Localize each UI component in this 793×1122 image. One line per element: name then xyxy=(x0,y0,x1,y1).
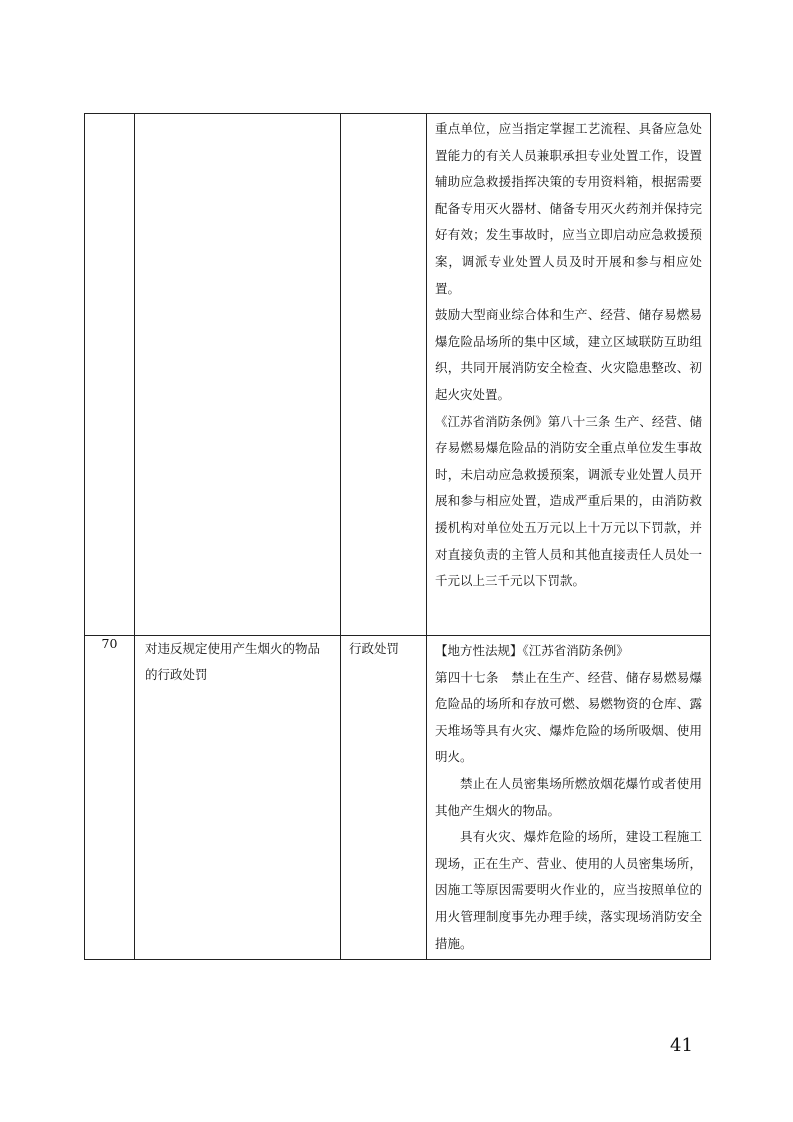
legal-paragraph: 具有火灾、爆炸危险的场所，建设工程施工现场，正在生产、营业、使用的人员密集场所，因施工等原因需要明火作业的，应当按照单位的用火管理制度事先办理手续，落实现场消防安全措施。 xyxy=(435,829,702,951)
legal-basis-cell xyxy=(427,636,711,960)
legal-paragraph: 重点单位，应当指定掌握工艺流程、具备应急处置能力的有关人员兼职承担专业处置工作，设置辅助应急救援指挥决策的专用资料箱，根据需要配备专用灭火器材、储备专用灭火药剂并保持完好有效；发生事故时，应当立即启动应急救援预案，调派专业处置人员及时开展和参与相应处置。 xyxy=(435,121,702,296)
legal-paragraph: 鼓励大型商业综合体和生产、经营、储存易燃易爆危险品场所的集中区域，建立区域联防互助组织，共同开展消防安全检查、火灾隐患整改、初起火灾处置。 xyxy=(435,307,702,402)
table-row-70 xyxy=(85,636,711,960)
item-name-cell xyxy=(135,636,341,960)
page-number: 41 xyxy=(670,1035,693,1056)
basis-title: 【地方性法规】《江苏省消防条例》 xyxy=(435,643,629,658)
category-label: 行政处罚 xyxy=(349,641,400,656)
category-cell xyxy=(341,114,427,636)
table-row-continuation xyxy=(85,114,711,636)
serial-number-cell: 70 xyxy=(85,636,135,960)
category-cell xyxy=(341,636,427,960)
item-name-cell xyxy=(135,114,341,636)
article-text: 第四十七条 禁止在生产、经营、储存易燃易爆危险品的场所和存放可燃、易燃物资的仓库、露天堆场等具有火灾、爆炸危险的场所吸烟、使用明火。 xyxy=(435,669,702,765)
serial-number-cell xyxy=(85,114,135,636)
legal-basis-cell xyxy=(427,114,711,636)
item-name: 对违反规定使用产生烟火的物品的行政处罚 xyxy=(145,641,321,682)
law-table xyxy=(84,113,711,960)
legal-paragraph: 禁止在人员密集场所燃放烟花爆竹或者使用其他产生烟火的物品。 xyxy=(435,775,702,818)
legal-paragraph: 《江苏省消防条例》第八十三条 生产、经营、储存易燃易爆危险品的消防安全重点单位发生事故时，未启动应急救援预案，调派专业处置人员开展和参与相应处置，造成严重后果的，由消防救援机构对单位处五万元以上十万元以下罚款，并对直接负责的主管人员和其他直接责任人员处一千元以上三千元以下罚款。 xyxy=(435,413,702,589)
